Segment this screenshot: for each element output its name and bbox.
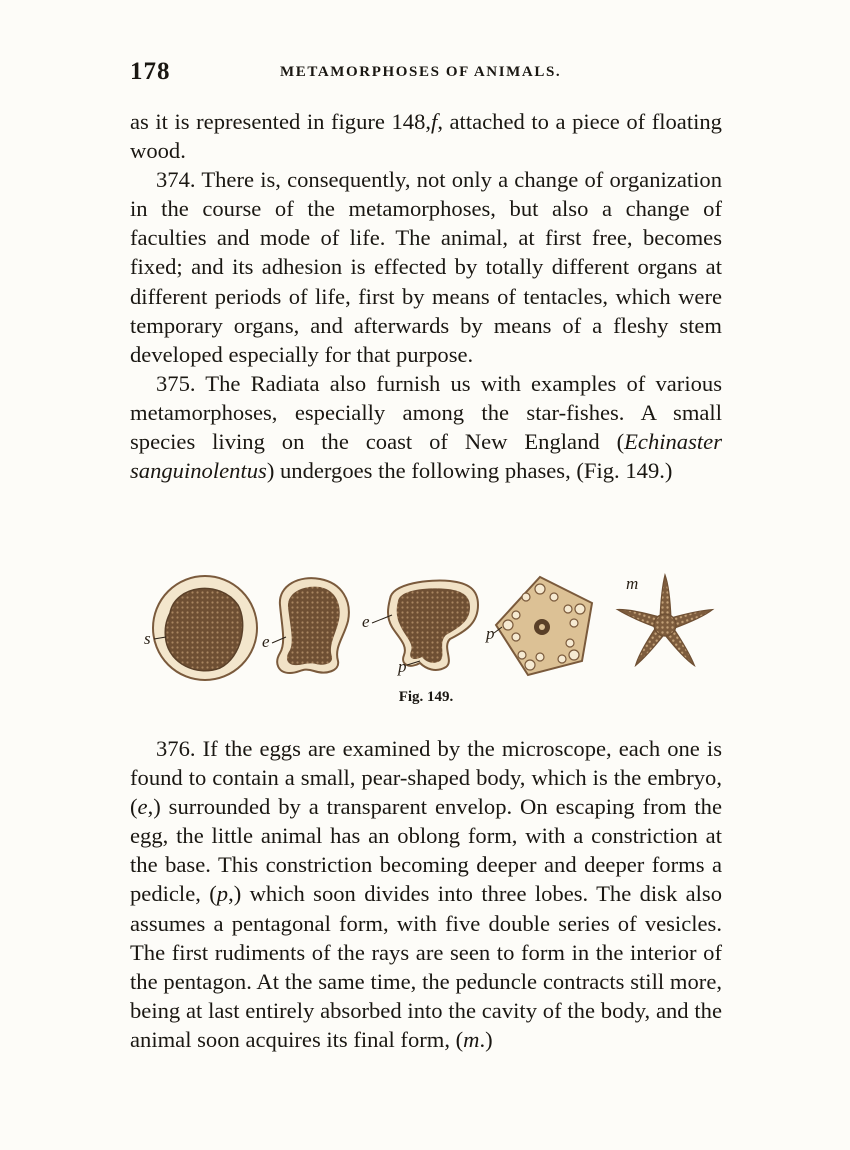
label-p-first: p [398, 657, 407, 676]
paragraph-text [130, 371, 722, 483]
italic-run: m [463, 1026, 480, 1052]
figure-caption: Fig. 149. [398, 689, 454, 705]
text-run: ,) which soon divides into three lobes. The disk also assumes a pentagonal form, with five double series of vesicles. The first rudiments of the rays are seen to form in the interior of the pentagon. At the same time, the peduncle contracts still more, being at last entirely absorbed into the cavity of the body, and the animal soon acquires its final form, ( [130, 881, 722, 1052]
running-head: METAMORPHOSES OF ANIMALS. [280, 64, 562, 80]
egg-specimen [153, 576, 257, 680]
paragraph-374 [130, 165, 722, 369]
label-s: s [144, 629, 151, 648]
page-number: 178 [130, 58, 171, 85]
paragraph-text [130, 736, 722, 1052]
paragraph-376 [130, 734, 722, 1054]
embryo-specimen [277, 578, 349, 673]
text-block-bottom [130, 734, 722, 1054]
paragraph-number: 375. [156, 370, 196, 396]
label-e-second: e [362, 612, 370, 631]
italic-run: Echinaster sanguinolentus [130, 429, 722, 484]
paragraph-text: There is, consequently, not only a change of organization in the course of the metamorphoses, but also a change of faculties and mode of life. The animal, at first free, becomes fixed; and its adhesion is effected by totally different organs at different periods of life, first by means of tentacles, which were temporary organs, and afterwards by means of a fleshy stem developed especially for that purpose. [130, 167, 722, 367]
italic-run: p [216, 881, 229, 907]
label-p-second: p [486, 624, 495, 643]
italic-run: e [137, 794, 148, 820]
text-block-top [130, 107, 722, 485]
label-e-first: e [262, 632, 270, 651]
figure-149 [130, 565, 722, 715]
page-header [130, 58, 722, 88]
italic-run: f [431, 109, 438, 134]
text-run: , attached to a piece of floating wood. [130, 109, 722, 164]
text-run: ) undergoes the following phases, (Fig. 149.) [266, 458, 673, 484]
text-run: If the eggs are examined by the microscope, each one is found to contain a small, pear-shaped body, which is the embryo, ( [130, 736, 722, 820]
text-run: ,) surrounded by a transparent envelop. On escaping from the egg, the little animal has an oblong form, with a constriction at the base. This constriction becoming deeper and deeper forms a pedicle, ( [130, 794, 722, 907]
pentagon-specimen [496, 577, 592, 675]
text-run: .) [479, 1026, 493, 1052]
paragraph-continuation [130, 107, 722, 165]
paragraph-375 [130, 369, 722, 485]
paragraph-number: 376. [156, 736, 196, 761]
text-run: The Radiata also furnish us with examples of various metamorphoses, especially among the star-fishes. A small species living on the coast of New England ( [130, 370, 722, 455]
paragraph-number: 374. [156, 167, 196, 193]
text-run: as it is represented in figure 148, [130, 109, 432, 134]
figure-149-illustration [130, 565, 722, 690]
label-m: m [626, 574, 639, 593]
